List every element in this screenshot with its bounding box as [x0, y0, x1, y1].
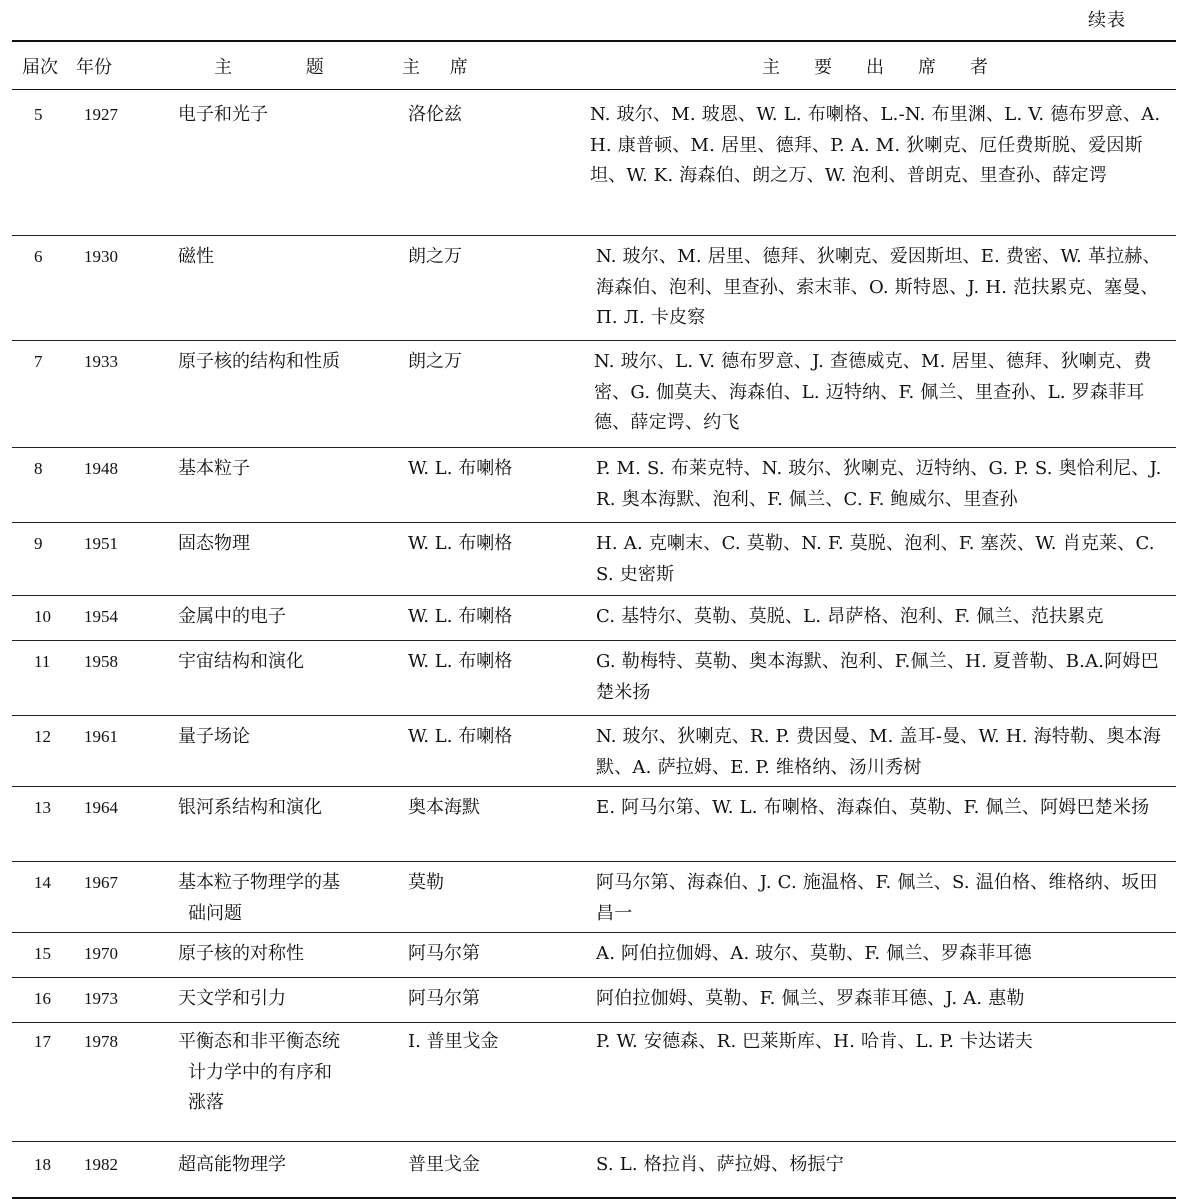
- subject-line: 平衡态和非平衡态统: [178, 1031, 340, 1052]
- table-row: [12, 341, 1176, 447]
- session-chair: 阿马尔第: [408, 988, 480, 1009]
- table-row: [12, 933, 1176, 977]
- session-year: 1948: [84, 459, 118, 478]
- session-subject: [174, 868, 402, 932]
- subject-line: 金属中的电子: [178, 606, 286, 627]
- subject-line: 天文学和引力: [178, 988, 286, 1009]
- table-row: [12, 716, 1176, 786]
- session-attendees: A. 阿伯拉伽姆、A. 玻尔、莫勒、F. 佩兰、罗森菲耳德: [596, 943, 1032, 964]
- session-attendees: G. 勒梅特、莫勒、奥本海默、泡利、F.佩兰、H. 夏普勒、B.A.阿姆巴楚米扬: [596, 651, 1159, 703]
- session-attendees: P. M. S. 布莱克特、N. 玻尔、狄喇克、迈特纳、G. P. S. 奥恰利尼、J. R. 奥本海默、泡利、F. 佩兰、C. F. 鲍威尔、里查孙: [596, 458, 1162, 510]
- session-subject: [174, 602, 402, 640]
- session-attendees: N. 玻尔、L. V. 德布罗意、J. 查德威克、M. 居里、德拜、狄喇克、费密、G. 伽莫夫、海森伯、L. 迈特纳、F. 佩兰、里查孙、L. 罗森菲耳德、薛定谔、约飞: [594, 351, 1152, 433]
- session-number: 17: [34, 1032, 51, 1051]
- subject-line: 基本粒子: [178, 458, 250, 479]
- subject-line: 宇宙结构和演化: [178, 651, 304, 672]
- session-number: 13: [34, 798, 51, 817]
- session-year: 1933: [84, 352, 118, 371]
- subject-line: 涨落: [188, 1092, 224, 1113]
- session-chair: W. L. 布喇格: [408, 533, 513, 554]
- subject-line: 银河系结构和演化: [178, 797, 322, 818]
- session-number: 16: [34, 989, 51, 1008]
- session-year: 1967: [84, 873, 118, 892]
- session-subject: [174, 722, 402, 786]
- session-chair: 朗之万: [408, 351, 462, 372]
- session-number: 9: [34, 534, 43, 553]
- session-chair: W. L. 布喇格: [408, 606, 513, 627]
- session-chair: 奥本海默: [408, 797, 480, 818]
- session-year: 1978: [84, 1032, 118, 1051]
- header-no: 届次: [22, 56, 58, 78]
- session-attendees: E. 阿马尔第、W. L. 布喇格、海森伯、莫勒、F. 佩兰、阿姆巴楚米扬: [596, 797, 1150, 818]
- session-year: 1973: [84, 989, 118, 1008]
- session-chair: I. 普里戈金: [408, 1031, 499, 1052]
- header-chair: 主 席: [402, 56, 480, 78]
- session-chair: W. L. 布喇格: [408, 726, 513, 747]
- session-year: 1958: [84, 652, 118, 671]
- table-header: [12, 42, 1176, 89]
- table-row: [12, 523, 1176, 595]
- session-chair: 普里戈金: [408, 1154, 480, 1175]
- session-subject: [174, 984, 402, 1022]
- session-number: 10: [34, 607, 51, 626]
- session-subject: [174, 347, 402, 447]
- session-year: 1961: [84, 727, 118, 746]
- session-attendees: N. 玻尔、M. 玻恩、W. L. 布喇格、L.-N. 布里渊、L. V. 德布罗意、A. H. 康普顿、M. 居里、德拜、P. A. M. 狄喇克、厄任费斯脱、爱因斯坦、W. K. 海森伯、朗之万、W. 泡利、普朗克、里查孙、薛定谔: [590, 104, 1161, 186]
- session-number: 18: [34, 1155, 51, 1174]
- conference-table: [12, 40, 1176, 1199]
- session-number: 12: [34, 727, 51, 746]
- table-row: [12, 90, 1176, 235]
- session-attendees: S. L. 格拉肖、萨拉姆、杨振宁: [596, 1154, 844, 1175]
- session-year: 1927: [84, 105, 118, 124]
- subject-line: 计力学中的有序和: [188, 1061, 332, 1083]
- table-row: [12, 448, 1176, 522]
- session-subject: [174, 529, 402, 595]
- session-chair: 莫勒: [408, 872, 444, 893]
- session-chair: 阿马尔第: [408, 943, 480, 964]
- table-row: [12, 862, 1176, 932]
- table-row: [12, 1023, 1176, 1141]
- session-number: 5: [34, 105, 43, 124]
- table-row: [12, 596, 1176, 640]
- subject-line: 原子核的对称性: [178, 943, 304, 964]
- header-year: 年份: [76, 56, 112, 78]
- session-attendees: 阿伯拉伽姆、莫勒、F. 佩兰、罗森菲耳德、J. A. 惠勒: [596, 988, 1025, 1009]
- session-year: 1982: [84, 1155, 118, 1174]
- subject-line: 固态物理: [178, 533, 250, 554]
- session-number: 11: [34, 652, 51, 671]
- session-number: 15: [34, 944, 51, 963]
- session-number: 7: [34, 352, 43, 371]
- table-row: [12, 641, 1176, 715]
- session-attendees: 阿马尔第、海森伯、J. C. 施温格、F. 佩兰、S. 温伯格、维格纳、坂田昌一: [596, 872, 1158, 924]
- subject-line: 础问题: [188, 902, 242, 924]
- session-subject: [174, 242, 402, 340]
- session-chair: W. L. 布喇格: [408, 651, 513, 672]
- session-number: 14: [34, 873, 51, 892]
- session-subject: [174, 100, 402, 235]
- session-attendees: H. A. 克喇末、C. 莫勒、N. F. 莫脱、泡利、F. 塞茨、W. 肖克莱、C. S. 史密斯: [596, 533, 1155, 585]
- table-body: [12, 90, 1176, 1199]
- table-row: [12, 1142, 1176, 1197]
- session-attendees: C. 基特尔、莫勒、莫脱、L. 昂萨格、泡利、F. 佩兰、范扶累克: [596, 606, 1104, 627]
- session-number: 6: [34, 247, 43, 266]
- session-subject: [174, 939, 402, 977]
- session-year: 1951: [84, 534, 118, 553]
- table-row: [12, 978, 1176, 1022]
- session-chair: W. L. 布喇格: [408, 458, 513, 479]
- subject-line: 量子场论: [178, 726, 250, 747]
- session-year: 1930: [84, 247, 118, 266]
- subject-line: 电子和光子: [178, 104, 268, 125]
- table-row: [12, 787, 1176, 861]
- session-subject: [174, 454, 402, 522]
- session-attendees: N. 玻尔、M. 居里、德拜、狄喇克、爱因斯坦、E. 费密、W. 革拉赫、海森伯、泡利、里查孙、索末菲、O. 斯特恩、J. H. 范扶累克、塞曼、П. Л. 卡皮察: [596, 246, 1161, 328]
- table-row: [12, 236, 1176, 340]
- header-subject: 主 题: [214, 56, 358, 78]
- session-subject: [174, 1027, 402, 1141]
- header-attendees: 主要出席者: [762, 56, 1022, 78]
- session-year: 1954: [84, 607, 118, 626]
- subject-line: 超高能物理学: [178, 1154, 286, 1175]
- session-attendees: N. 玻尔、狄喇克、R. P. 费因曼、M. 盖耳-曼、W. H. 海特勒、奥本海默、A. 萨拉姆、E. P. 维格纳、汤川秀树: [596, 726, 1162, 778]
- session-subject: [174, 647, 402, 715]
- subject-line: 基本粒子物理学的基: [178, 872, 340, 893]
- subject-line: 原子核的结构和性质: [178, 351, 340, 372]
- subject-line: 磁性: [178, 246, 214, 267]
- session-number: 8: [34, 459, 43, 478]
- session-attendees: P. W. 安德森、R. 巴莱斯库、H. 哈肯、L. P. 卡达诺夫: [596, 1031, 1033, 1052]
- session-year: 1970: [84, 944, 118, 963]
- table-caption: 续表: [1088, 10, 1126, 31]
- session-chair: 朗之万: [408, 246, 462, 267]
- session-subject: [174, 793, 402, 861]
- session-chair: 洛伦兹: [408, 104, 462, 125]
- session-year: 1964: [84, 798, 118, 817]
